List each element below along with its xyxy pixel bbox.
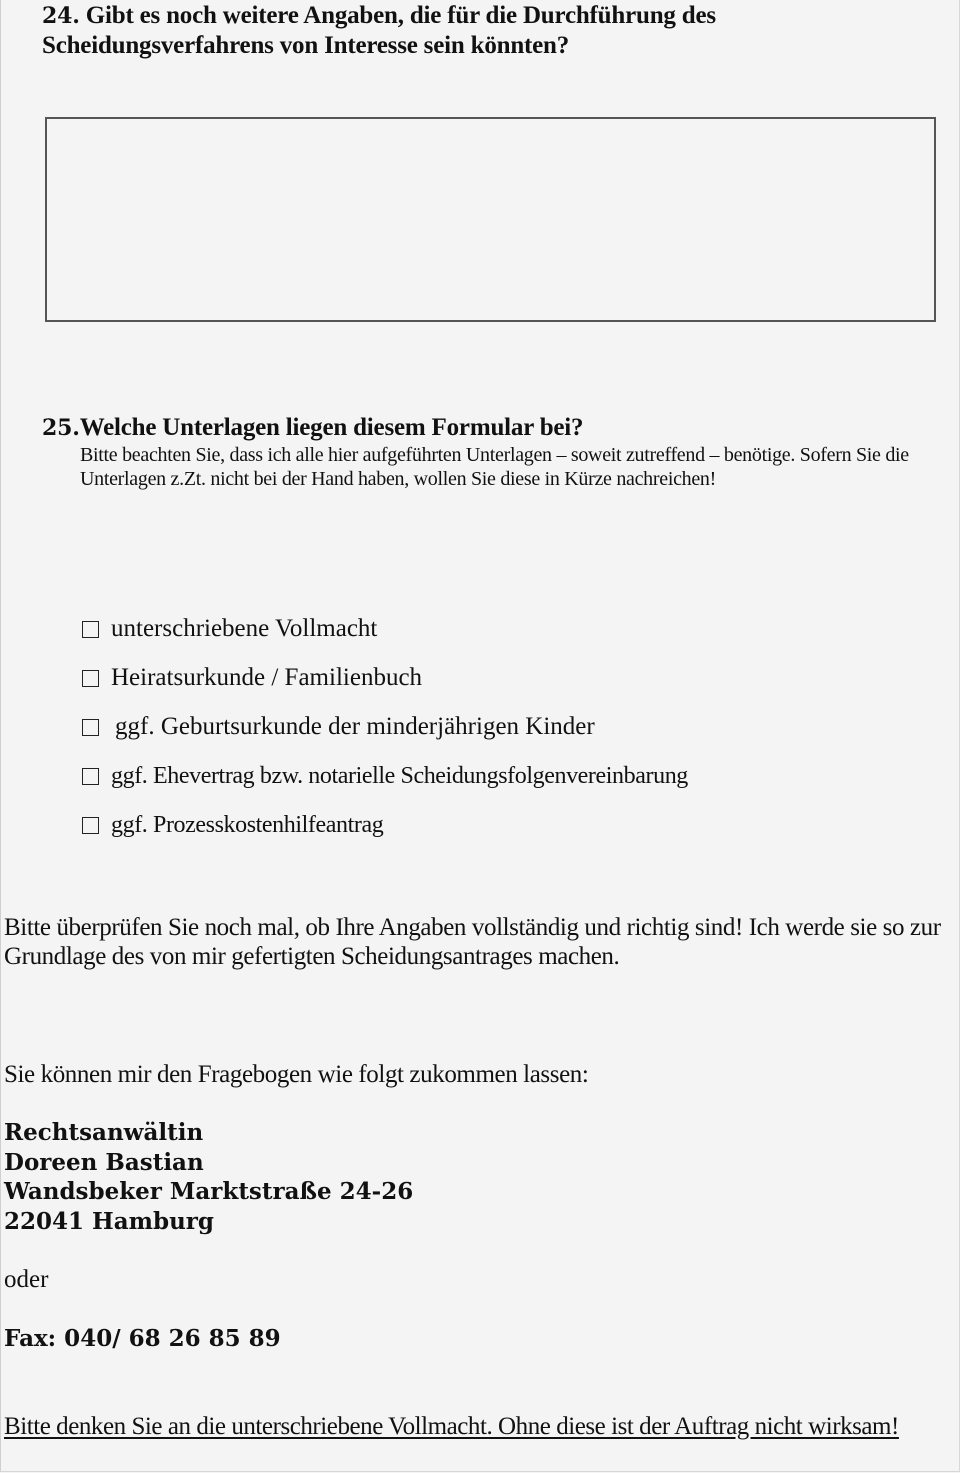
question-24-answer-field[interactable] bbox=[45, 117, 936, 322]
question-text: Welche Unterlagen liegen diesem Formular bei? bbox=[79, 414, 584, 441]
checklist-item-prozesskostenhilfe[interactable] bbox=[82, 800, 688, 849]
lawyer-address bbox=[4, 1118, 413, 1236]
checklist-item-ehevertrag[interactable] bbox=[82, 751, 688, 800]
address-street: Wandsbeker Marktstraße 24-26 bbox=[4, 1178, 414, 1205]
fax-number: Fax: 040/ 68 26 85 89 bbox=[4, 1325, 281, 1352]
review-paragraph: Bitte überprüfen Sie noch mal, ob Ihre Angaben vollständig und richtig sind! Ich werde sie so zur Grundlage des von mir gefertigten Scheidungsantrages machen. bbox=[4, 914, 941, 970]
question-24-heading bbox=[42, 1, 942, 60]
question-text: Gibt es noch weitere Angaben, die für die Durchführung des Scheidungsverfahrens von Interesse sein könnten? bbox=[42, 2, 716, 59]
documents-note: Bitte beachten Sie, dass ich alle hier aufgeführten Unterlagen – soweit zutreffend – benötige. Sofern Sie die Unterlagen z.Zt. nicht bei der Hand haben, wollen Sie diese in Kürze nachreichen! bbox=[80, 444, 909, 490]
power-of-attorney-reminder: Bitte denken Sie an die unterschriebene Vollmacht. Ohne diese ist der Auftrag nicht wirksam! bbox=[4, 1413, 899, 1440]
checklist-label: ggf. Prozesskostenhilfeantrag bbox=[111, 811, 384, 838]
documents-checklist bbox=[82, 604, 688, 849]
checkbox[interactable] bbox=[82, 719, 99, 736]
checklist-item-geburtsurkunde[interactable] bbox=[82, 702, 688, 751]
or-separator: oder bbox=[4, 1266, 49, 1293]
address-city: 22041 Hamburg bbox=[4, 1207, 214, 1235]
address-name: Doreen Bastian bbox=[4, 1148, 204, 1176]
checklist-item-heiratsurkunde[interactable] bbox=[82, 653, 688, 702]
question-25-heading bbox=[42, 413, 942, 443]
send-instructions: Sie können mir den Fragebogen wie folgt zukommen lassen: bbox=[4, 1061, 589, 1088]
checkbox[interactable] bbox=[82, 768, 99, 785]
checklist-label: ggf. Ehevertrag bzw. notarielle Scheidungsfolgenvereinbarung bbox=[111, 762, 688, 789]
address-title: Rechtsanwältin bbox=[4, 1119, 204, 1146]
checkbox[interactable] bbox=[82, 670, 99, 687]
checklist-label: Heiratsurkunde / Familienbuch bbox=[111, 663, 423, 691]
question-number: 24. bbox=[42, 3, 80, 29]
checklist-label: ggf. Geburtsurkunde der minderjährigen Kinder bbox=[115, 712, 595, 740]
checkbox[interactable] bbox=[82, 621, 99, 638]
checklist-item-vollmacht[interactable] bbox=[82, 604, 688, 653]
checklist-label: unterschriebene Vollmacht bbox=[111, 614, 378, 642]
question-number: 25. bbox=[42, 415, 80, 441]
checkbox[interactable] bbox=[82, 817, 99, 834]
